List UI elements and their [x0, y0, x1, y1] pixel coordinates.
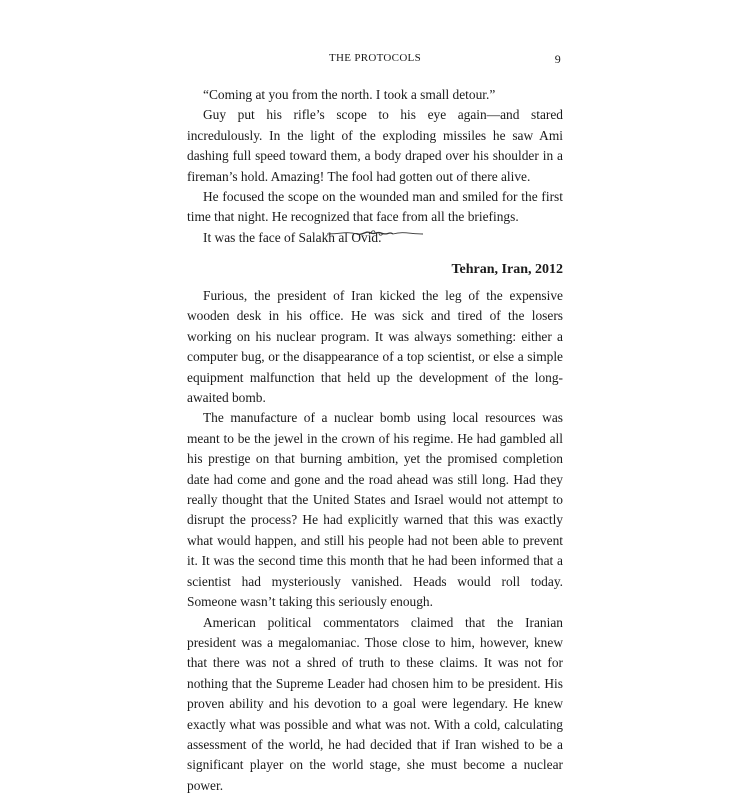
- page-number: 9: [555, 52, 561, 67]
- paragraph: American political commentators claimed that the Iranian president was a megalomaniac. Those close to him, however, knew that there was not a shred of truth to these claims. It was not for nothing that the Supreme Leader had chosen him to be president. His proven ability and his devotion to a goal were legendary. He knew exactly what was possible and what was not. With a cold, calculating assessment of the world, he had decided that if Iran wished to be a significant player on the world stage, she must become a nuclear power.: [187, 613, 563, 796]
- paragraph: Guy put his rifle’s scope to his eye again—and stared incredulously. In the light of the exploding missiles he saw Ami dashing full speed toward them, a body draped over his shoulder in a fireman’s hold. Amazing! The fool had gotten out of there alive.: [187, 105, 563, 187]
- paragraph: The manufacture of a nuclear bomb using local resources was meant to be the jewel in the crown of his regime. He had gambled all his prestige on that burning ambition, yet the promised completion date had come and gone and the road ahead was still long. Had they really thought that the United States and Israel would not attempt to disrupt the process? He had explicitly warned that this was exactly what would happen, and still his people had not been able to prevent it. It was the second time this month that he had been informed that a scientist had mysteriously vanished. Heads would roll today. Someone wasn’t taking this seriously enough.: [187, 408, 563, 612]
- running-title: THE PROTOCOLS: [187, 52, 563, 64]
- paragraph: It was the face of Salakh al Ovid.: [187, 228, 563, 248]
- paragraph: “Coming at you from the north. I took a small detour.”: [187, 85, 563, 105]
- paragraph: Furious, the president of Iran kicked the leg of the expensive wooden desk in his office. He was sick and tired of the losers working on his nuclear program. It was always something: either a computer bug, or the disappearance of a top scientist, or else a simple equipment malfunction that held up the development of the long-awaited bomb.: [187, 286, 563, 408]
- section-heading: Tehran, Iran, 2012: [451, 262, 563, 278]
- section-2-text: [187, 286, 563, 796]
- paragraph: He focused the scope on the wounded man and smiled for the first time that night. He recognized that face from all the briefings.: [187, 187, 563, 228]
- section-1-text: [187, 85, 563, 248]
- running-head: [187, 52, 563, 68]
- flourish-divider-icon: [325, 228, 425, 240]
- book-page: [187, 40, 563, 720]
